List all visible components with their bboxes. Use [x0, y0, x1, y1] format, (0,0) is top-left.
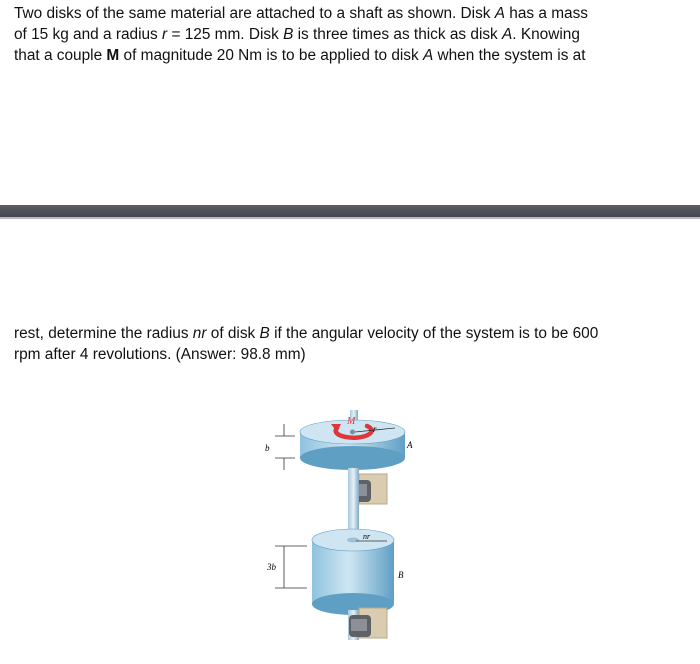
text-line: [14, 346, 306, 363]
text-run: A: [422, 47, 434, 64]
thickness-b-label: b: [265, 443, 270, 453]
text-run: = 125 mm. Disk: [167, 26, 284, 43]
figure-svg: [255, 410, 445, 650]
problem-paragraph-bottom: [14, 323, 686, 365]
two-disk-shaft-figure: [255, 410, 445, 655]
text-run: when the system is at: [433, 47, 586, 64]
radius-r-label: r: [373, 424, 377, 434]
text-run: of magnitude 20 Nm is to be applied to disk: [119, 47, 423, 64]
text-run: B: [283, 26, 294, 43]
text-run: nr: [192, 325, 207, 342]
thickness-b-dimension: [275, 424, 295, 470]
text-run: . Knowing: [512, 26, 580, 43]
text-run: A: [502, 26, 513, 43]
disk-b: [312, 529, 394, 615]
text-run: r: [162, 26, 168, 43]
disk-b-label: B: [398, 570, 404, 580]
disk-a-center: [350, 430, 355, 435]
text-run: B: [259, 325, 270, 342]
text-run: Two disks of the same material are attached to a shaft as shown. Disk: [14, 5, 495, 22]
thickness-3b-dimension: [275, 546, 307, 588]
disk-a-bottom: [300, 446, 405, 470]
problem-paragraph-top: [14, 3, 686, 66]
text-run: rpm after 4 revolutions. (Answer: 98.8 mm): [14, 346, 306, 363]
page-divider-shadow: [0, 217, 700, 219]
text-run: M: [106, 47, 120, 64]
text-run: of 15 kg and a radius: [14, 26, 163, 43]
text-run: has a mass: [505, 5, 589, 22]
text-line: [14, 5, 588, 22]
text-run: if the angular velocity of the system is to be 600: [269, 325, 599, 342]
radius-nr-label: nr: [363, 532, 371, 541]
disk-a: [300, 420, 405, 470]
text-line: [14, 26, 580, 43]
text-run: of disk: [206, 325, 260, 342]
couple-label: M: [347, 416, 356, 427]
text-run: A: [494, 5, 506, 22]
text-line: [14, 325, 598, 342]
text-run: rest, determine the radius: [14, 325, 193, 342]
text-run: is three times as thick as disk: [293, 26, 503, 43]
thickness-3b-label: 3b: [267, 562, 276, 572]
disk-a-label: A: [407, 440, 413, 450]
page-divider-bar: [0, 205, 700, 217]
text-line: [14, 47, 586, 64]
text-run: that a couple: [14, 47, 107, 64]
